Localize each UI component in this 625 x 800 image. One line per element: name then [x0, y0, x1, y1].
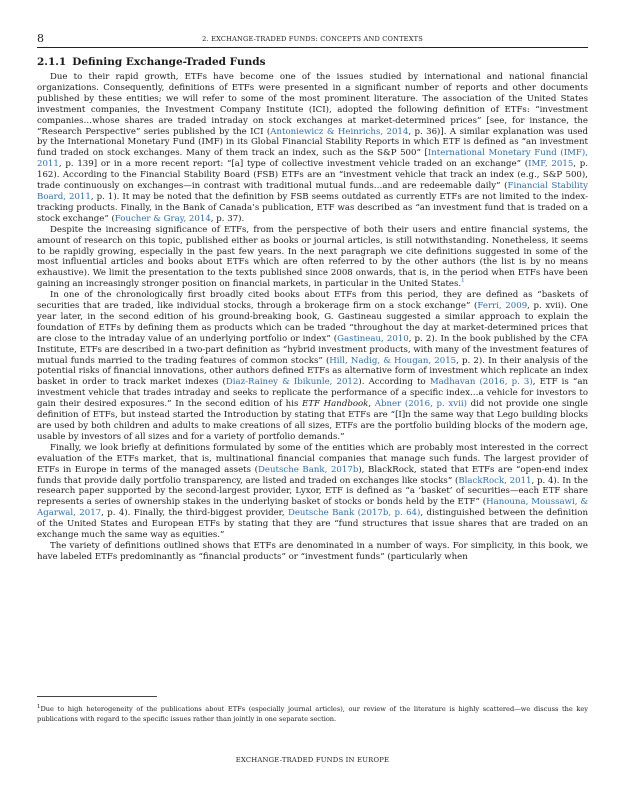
page-header — [37, 32, 588, 46]
text-run: , — [368, 399, 375, 410]
footnote-text: Due to high heterogeneity of the publications about ETFs (especially journal articles), our review of the literature is highly scattered—we discuss the key publications with regard to the specific issues rather than jointly in one separate section. — [37, 705, 588, 723]
citation-link[interactable]: BlackRock, 2011 — [458, 475, 532, 486]
text-run: , p. 2). In their analysis of the potential risks of financial innovations, other authors defined ETFs as alternative form of investment which replicate an index basket in order to track market indexes ( — [37, 355, 588, 388]
running-head: 2. EXCHANGE-TRADED FUNDS: CONCEPTS AND CONTEXTS — [202, 35, 423, 43]
text-run: , p. 4). In the research paper supported by the second-largest provider, Lyxor, ETF is defined as “a ‘basket’ of securities—each ETF share represents a series of ownership stakes in the underlying basket of stocks or bonds held by the ETF” ( — [37, 475, 588, 508]
header-rule — [37, 47, 588, 48]
text-run: , p. 4). Finally, the third-biggest provider, — [101, 508, 288, 519]
paragraph-2 — [37, 225, 588, 290]
text-run: did not provide one single definition of ETFs, but instead started the Introduction by stating that ETFs are “[I]n the same way that Lego building blocks are used by both children and adults to make creations of all sizes, ETFs are the portfolio building blocks of the modern age, usable by investors of all sizes and for a variety of portfolio demands.” — [37, 399, 588, 442]
paragraph-4 — [37, 443, 588, 541]
book-title: ETF Handbook — [302, 399, 369, 410]
text-run: , p. 139] or in a more recent report: “[a] type of collective investment vehicle traded on an exchange” ( — [58, 159, 529, 170]
text-run: , p. 1). It may be noted that the definition by FSB seems outdated as currently ETFs are not limited to the index-tracking products. Finally, in the Bank of Canada’s publication, ETF was described as “an investment fund that is traded on a stock exchange” ( — [37, 191, 588, 224]
text-run: , p. 162). According to the Financial Stability Board (FSB) ETFs are an “investment vehicle that track an index (e.g., S&P 500), trade continuously on exchanges—in contrast with traditional mutual funds…and are redeemable daily” ( — [37, 159, 589, 192]
section-title: Defining Exchange-Traded Funds — [72, 56, 266, 68]
text-run: , ETF is “an investment vehicle that trades intraday and seeks to replicate the performance of a specific index…a vehicle for investors to gain their desired exposures.” In the second edition of his — [37, 377, 588, 410]
citation-link[interactable]: Foucher & Gray, 2014 — [114, 213, 211, 224]
paragraph-3 — [37, 290, 588, 443]
citation-link[interactable]: Ferri, 2009 — [477, 301, 528, 312]
citation-link[interactable]: International Monetary Fund (IMF), 2011 — [37, 148, 588, 170]
text-run: , p. xvii). One year later, in the second edition of his ground-breaking book, G. Gastineau suggested a similar approach to explain the foundation of ETFs by defining them as products which can be traded “throughout the day at market-determined prices that are close to the intraday value of an underlying portfolio or index” ( — [37, 301, 588, 344]
text-run: ), BlackRock, stated that ETFs are “open-end index funds that provide daily portfolio transparency, are listed and traded on exchanges like stocks” ( — [37, 464, 589, 486]
text-run: Due to their rapid growth, ETFs have become one of the issues studied by international and national financial organizations. Consequently, definitions of ETFs were presented in a significant number of reports and other documents published by these entities; we will refer to some of the most prominent literature. The association of the United States investment companies, the Investment Company Institute (ICI), adopted the following definition of ETFs: “investment companies…whose shares are traded intraday on stock exchanges at market-determined prices” [see, for instance, the “Research Perspective” series published by the ICI ( — [37, 72, 588, 137]
text-run: , p. 2). In the book published by the CFA Institute, ETFs are described in a two-part definition as “hybrid investment products, with many of the investment features of mutual funds married to the trading features of common stocks” ( — [37, 333, 589, 366]
text-run: Finally, we look briefly at definitions formulated by some of the entities which are probably most interested in the correct evaluation of the ETFs market, that is, multinational financial companies that manage such funds. The largest provider of ETFs in Europe in terms of the managed assets ( — [37, 442, 588, 475]
footnote — [37, 703, 588, 724]
text-run: The variety of definitions outlined shows that ETFs are denominated in a number of ways. For simplicity, in this book, we have labeled ETFs predominantly as “financial products” or “investment funds” (particularly when — [37, 540, 588, 562]
citation-link[interactable]: Hill, Nadig, & Hougan, 2015 — [329, 355, 457, 366]
citation-link[interactable]: Deutsche Bank, 2017b — [258, 464, 359, 475]
citation-link[interactable]: Diaz-Rainey & Ibikunle, 2012 — [225, 377, 359, 388]
citation-link[interactable]: Antoniewicz & Heinrichs, 2014 — [270, 126, 409, 137]
citation-link[interactable]: Deutsche Bank (2017b, p. 64) — [287, 508, 421, 519]
text-run: ). According to — [358, 377, 430, 388]
citation-link[interactable]: Madhavan (2016, p. 3) — [429, 377, 533, 388]
text-run: , p. 37). — [210, 213, 245, 224]
footnote-rule — [37, 696, 157, 697]
citation-link[interactable]: Financial Stability Board, 2011 — [37, 181, 588, 202]
body-text — [37, 72, 588, 563]
text-run: In one of the chronologically first broadly cited books about ETFs from this period, they are defined as “baskets of securities that are traded, like individual stocks, through a brokerage firm on a stock exchange” ( — [37, 290, 588, 312]
page-footer: EXCHANGE-TRADED FUNDS IN EUROPE — [235, 756, 390, 764]
citation-link[interactable]: Abner (2016, p. xvii) — [374, 399, 467, 410]
text-run: Despite the increasing significance of ETFs, from the perspective of both their users and entire financial systems, the amount of research on this topic, published either as books or journal articles, is still notwithstanding. Nonetheless, it seems to be rapidly growing, especially in the past few years. In the next paragraph we cite definitions suggested in some of the most influential articles and books about ETFs which are often referred to by the other authors (the list is by no means exhaustive). We limit the presentation to the texts published since 2008 onwards, that is, in the period when ETFs have been gaining an increasingly stronger position on financial markets, in particular in the United States. — [37, 224, 588, 290]
section-heading — [37, 55, 265, 69]
paragraph-1 — [37, 72, 588, 225]
paragraph-5 — [37, 541, 588, 563]
footnote-number: 1 — [37, 704, 41, 710]
citation-link[interactable]: Gastineau, 2010 — [337, 333, 409, 344]
text-run: , p. 36)]. A similar explanation was used by the International Monetary Fund (IMF) in its Global Financial Stability Reports in which ETF is defined as “an investment fund traded on stock exchanges. Many of them track an index, such as the S&P 500” [ — [37, 126, 588, 159]
footnote-marker[interactable]: 1 — [461, 278, 465, 285]
section-number: 2.1.1 — [37, 56, 67, 68]
page-number: 8 — [37, 32, 44, 45]
text-run: , distinguished between the definition of the United States and European ETFs by stating that they are “fund structures that issue shares that are traded on an exchange much the same way as equities.” — [37, 508, 588, 541]
citation-link[interactable]: IMF, 2015 — [528, 159, 574, 170]
citation-link[interactable]: Hanouna, Moussawi, & Agarwal, 2017 — [37, 497, 588, 519]
